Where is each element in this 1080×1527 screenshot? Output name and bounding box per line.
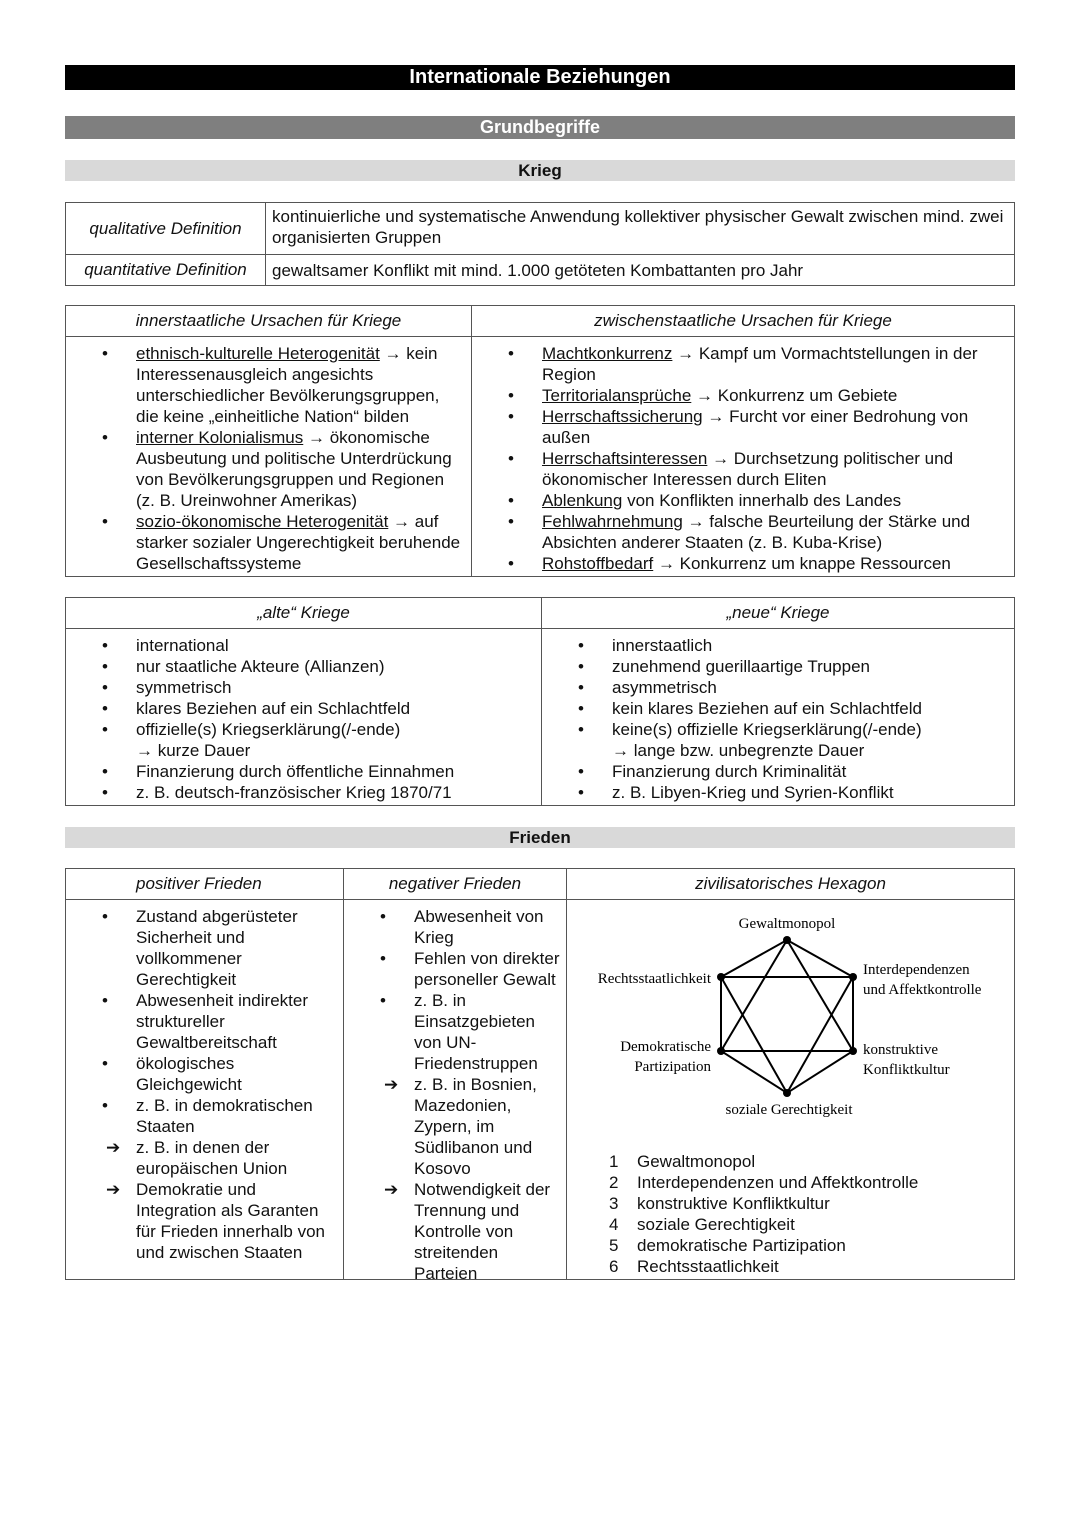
legend-item xyxy=(609,1172,918,1193)
list-item xyxy=(66,511,471,574)
list-item xyxy=(472,406,1014,448)
cause-description: → ökonomische Ausbeutung und politische Unterdrückung von Bevölkerungsgruppen und Regionen (z. B. Ureinwohner Amerikas) xyxy=(136,428,452,510)
definition-text: kontinuierliche und systematische Anwendung kollektiver physischer Gewalt zwischen mind. zwei organisierten Gruppen xyxy=(272,207,1004,247)
list-item: • kein klares Beziehen auf ein Schlachtfeld xyxy=(542,698,1014,719)
hex-label-top: Gewaltmonopol xyxy=(738,916,836,932)
list-item: • z. B. deutsch-französischer Krieg 1870/71 xyxy=(66,782,541,803)
old-wars-heading: „alte“ Kriege xyxy=(66,598,541,629)
legend-item xyxy=(609,1214,918,1235)
list-item: • symmetrisch xyxy=(66,677,541,698)
list-item: • innerstaatlich xyxy=(542,635,1014,656)
legend-item xyxy=(609,1235,918,1256)
list-item: • Finanzierung durch Kriminalität xyxy=(542,761,1014,782)
inner-causes-heading: innerstaatliche Ursachen für Kriege xyxy=(66,306,471,337)
legend-item xyxy=(609,1151,918,1172)
inner-causes-column xyxy=(66,306,471,576)
vertex-dot xyxy=(717,973,725,981)
legend-number: 6 xyxy=(609,1257,619,1276)
frieden-table xyxy=(65,868,1015,1283)
triangle-up xyxy=(721,940,853,1051)
cause-term: interner Kolonialismus xyxy=(136,428,304,447)
list-item: • Zustand abgerüsteter Sicherheit und vollkommener Gerechtigkeit xyxy=(66,906,343,990)
list-item xyxy=(66,427,471,511)
vertex-dot xyxy=(717,1047,725,1055)
vertex-dot xyxy=(783,1089,791,1097)
definition-table xyxy=(65,202,1015,286)
list-item: • keine(s) offizielle Kriegserklärung(/-ende) xyxy=(542,719,1014,740)
hex-label-right-top: Interdependenzen xyxy=(863,962,970,978)
inner-causes-list xyxy=(66,343,471,574)
cause-term: Rohstoffbedarf xyxy=(542,554,654,573)
section-subtitle: Grundbegriffe xyxy=(65,116,1015,139)
hexagon-column xyxy=(566,869,1014,1279)
list-item: ➔ z. B. in Bosnien, Mazedonien, Zypern, im Südlibanon und Kosovo xyxy=(344,1074,566,1179)
cause-description: → falsche Beurteilung der Stärke und Absichten anderer Staaten (z. B. Kuba-Krise) xyxy=(542,512,971,552)
positive-peace-column xyxy=(66,869,343,1279)
list-item xyxy=(472,343,1014,385)
cause-term: Territorialansprüche xyxy=(542,386,692,405)
list-item: • z. B. in demokratischen Staaten xyxy=(66,1095,343,1137)
cause-description: → auf starker sozialer Ungerechtigkeit beruhende Gesellschaftssysteme xyxy=(136,512,461,573)
definition-text: gewaltsamer Konflikt mit mind. 1.000 getöteten Kombattanten pro Jahr xyxy=(272,260,804,280)
list-item xyxy=(472,448,1014,490)
hex-label-left-bottom: Partizipation xyxy=(634,1059,711,1075)
cause-description: → Furcht vor einer Bedrohung von außen xyxy=(542,407,969,447)
legend-text: Gewaltmonopol xyxy=(637,1152,756,1171)
ursachen-table xyxy=(65,305,1015,577)
hex-label-bottom: soziale Gerechtigkeit xyxy=(725,1102,853,1118)
legend-number: 4 xyxy=(609,1215,619,1234)
list-item: • z. B. Libyen-Krieg und Syrien-Konflikt xyxy=(542,782,1014,803)
list-item: ➔ z. B. in denen der europäischen Union xyxy=(66,1137,343,1179)
frieden-heading: Frieden xyxy=(65,827,1015,848)
hex-label-right-top: und Affektkontrolle xyxy=(863,982,982,998)
list-item: • ökologisches Gleichgewicht xyxy=(66,1053,343,1095)
list-item: • zunehmend guerillaartige Truppen xyxy=(542,656,1014,677)
legend-item xyxy=(609,1256,918,1277)
cause-term: Fehlwahrnehmung xyxy=(542,512,683,531)
cause-description: → Kampf um Vormachtstellungen in der Region xyxy=(542,344,978,384)
negative-peace-column xyxy=(343,869,566,1283)
legend-text: Rechtsstaatlichkeit xyxy=(637,1257,779,1276)
list-item: • nur staatliche Akteure (Allianzen) xyxy=(66,656,541,677)
list-item: • Abwesenheit von Krieg xyxy=(344,906,566,948)
inter-causes-column xyxy=(471,306,1014,576)
hex-label-right-bottom: konstruktive xyxy=(863,1042,938,1058)
definition-label: quantitative Definition xyxy=(66,255,266,285)
inter-causes-list xyxy=(472,343,1014,574)
list-item xyxy=(472,553,1014,574)
cause-term: ethnisch-kulturelle Heterogenität xyxy=(136,344,380,363)
old-wars-list xyxy=(66,635,541,803)
hexagon-diagram xyxy=(567,900,1015,1130)
new-wars-column xyxy=(541,598,1014,805)
list-item: • klares Beziehen auf ein Schlachtfeld xyxy=(66,698,541,719)
definition-label: qualitative Definition xyxy=(66,203,266,254)
list-item: • Fehlen von direkter personeller Gewalt xyxy=(344,948,566,990)
cause-description: von Konflikten innerhalb des Landes xyxy=(622,491,902,510)
cause-description: → kein Interessenausgleich angesichts unterschiedlicher Bevölkerungsgruppen, die keine „einheitliche Nation“ bilden xyxy=(136,344,440,426)
cause-term: Ablenkung xyxy=(542,491,623,510)
old-wars-column xyxy=(66,598,541,805)
legend-text: konstruktive Konfliktkultur xyxy=(637,1194,830,1213)
list-item xyxy=(472,385,1014,406)
hex-label-left-top: Rechtsstaatlichkeit xyxy=(597,971,711,987)
list-item: • asymmetrisch xyxy=(542,677,1014,698)
cause-term: Herrschaftssicherung xyxy=(542,407,703,426)
page-title: Internationale Beziehungen xyxy=(65,65,1015,90)
list-item: → kurze Dauer xyxy=(136,741,251,760)
new-wars-heading: „neue“ Kriege xyxy=(542,598,1014,629)
legend-number: 1 xyxy=(609,1152,619,1171)
list-item: • offizielle(s) Kriegserklärung(/-ende) xyxy=(66,719,541,740)
positive-peace-heading: positiver Frieden xyxy=(66,869,343,900)
positive-peace-list xyxy=(66,906,343,1263)
legend-text: Interdependenzen und Affektkontrolle xyxy=(637,1173,919,1192)
cause-description: → Konkurrenz um knappe Ressourcen xyxy=(653,554,951,573)
vertex-dot xyxy=(783,936,791,944)
cause-description: → Konkurrenz um Gebiete xyxy=(691,386,898,405)
vertex-dot xyxy=(849,1047,857,1055)
triangle-down xyxy=(721,977,853,1093)
list-item: • Abwesenheit indirekter struktureller Gewaltbereitschaft xyxy=(66,990,343,1053)
legend-text: demokratische Partizipation xyxy=(637,1236,846,1255)
legend-text: soziale Gerechtigkeit xyxy=(637,1215,795,1234)
legend-item xyxy=(609,1193,918,1214)
list-item: ➔ Demokratie und Integration als Garanten für Frieden innerhalb von und zwischen Staaten xyxy=(66,1179,343,1263)
list-item: ➔ Notwendigkeit der Trennung und Kontrolle von streitenden Parteien xyxy=(344,1179,566,1284)
definition-row xyxy=(66,203,1014,255)
hexagon-legend xyxy=(609,1151,918,1277)
list-item: • Finanzierung durch öffentliche Einnahmen xyxy=(66,761,541,782)
list-item: • international xyxy=(66,635,541,656)
new-wars-list xyxy=(542,635,1014,803)
vertex-dot xyxy=(849,973,857,981)
war-types-table xyxy=(65,597,1015,806)
negative-peace-heading: negativer Frieden xyxy=(344,869,566,900)
cause-term: Herrschaftsinteressen xyxy=(542,449,708,468)
inter-causes-heading: zwischenstaatliche Ursachen für Kriege xyxy=(472,306,1014,337)
hex-label-left-bottom: Demokratische xyxy=(620,1039,711,1055)
cause-term: Machtkonkurrenz xyxy=(542,344,673,363)
hexagon-heading: zivilisatorisches Hexagon xyxy=(567,869,1014,900)
legend-number: 2 xyxy=(609,1173,619,1192)
cause-term: sozio-ökonomische Heterogenität xyxy=(136,512,389,531)
legend-number: 3 xyxy=(609,1194,619,1213)
negative-peace-list xyxy=(344,906,566,1284)
krieg-heading: Krieg xyxy=(65,160,1015,181)
hex-label-right-bottom: Konfliktkultur xyxy=(863,1062,950,1078)
list-item xyxy=(472,511,1014,553)
list-item: → lange bzw. unbegrenzte Dauer xyxy=(612,741,865,760)
list-item: • z. B. in Einsatzgebieten von UN-Friedenstruppen xyxy=(344,990,566,1074)
legend-number: 5 xyxy=(609,1236,619,1255)
cause-description: → Durchsetzung politischer und ökonomischer Interessen durch Eliten xyxy=(542,449,954,489)
list-item xyxy=(66,343,471,427)
definition-row xyxy=(66,255,1014,285)
list-item xyxy=(472,490,1014,511)
